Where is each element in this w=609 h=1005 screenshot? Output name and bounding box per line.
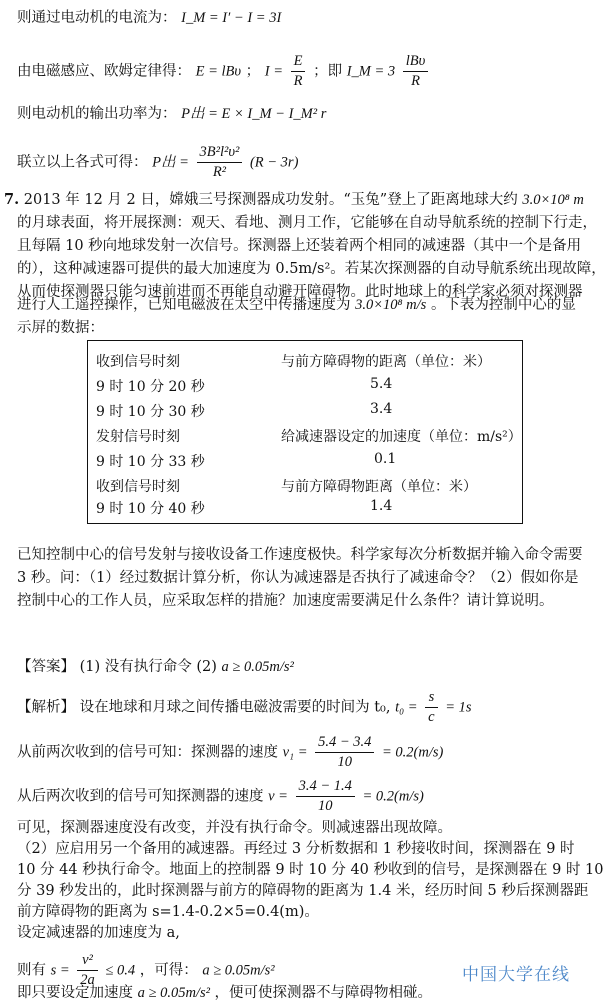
table-cell-right: 与前方障碍物的距离（单位：米）	[281, 354, 491, 370]
fraction	[197, 143, 243, 182]
table-cell-right: 与前方障碍物距离（单位：米）	[281, 479, 477, 495]
table-cell-right: 3.4	[370, 401, 393, 417]
conclusion-line-1: 可见，探测器速度没有改变，并没有执行命令。则减速器出现故障。	[17, 820, 452, 836]
equation: = 0.2(m/s)	[382, 744, 444, 761]
after-line-1: 已知控制中心的信号发射与接收设备工作速度极快。科学家每次分析数据并输入命令需要	[17, 547, 583, 563]
equation: v₁ =	[282, 744, 308, 761]
label-text: ，便可使探测器不与障碍物相碰。	[214, 985, 433, 1001]
equation: t₀ =	[395, 699, 418, 716]
line-combined-result	[17, 143, 298, 182]
fraction	[315, 733, 374, 772]
equation: v =	[268, 788, 288, 805]
question-line-2: 的月球表面，将开展探测：观天、看地、测月工作，它能够在自动导航系统的控制下行走，	[17, 215, 597, 231]
line-motor-current	[17, 8, 281, 28]
after-line-2: 3 秒。问：（1）经过数据计算分析，你认为减速器是否执行了减速命令？（2）假如你是	[17, 570, 579, 586]
velocity-1-line	[17, 733, 443, 772]
conclusion-line-3: 10 分 44 秒执行命令。地面上的控制器 9 时 10 分 40 秒收到的信号，是探测器在 9 时 10	[17, 862, 604, 878]
numerator: v²	[77, 951, 98, 971]
line-em-induction	[17, 52, 431, 91]
table-cell-left: 9 时 10 分 40 秒	[96, 501, 205, 517]
denominator: 2a	[80, 972, 95, 988]
answer-text: (1) 没有执行命令 (2)	[79, 659, 217, 675]
value: 3.0×10⁸ m/s	[355, 297, 427, 313]
label-text: 由电磁感应、欧姆定律得：	[17, 63, 191, 80]
equation: P出 = E × I_M − I_M² r	[181, 106, 327, 122]
equation: s =	[50, 962, 70, 979]
table-cell-right: 5.4	[370, 376, 393, 392]
conclusion-line-6: 设定减速器的加速度为 a,	[17, 925, 180, 941]
label-text: 则有	[17, 962, 46, 979]
fraction	[296, 777, 355, 816]
label-text: ，可得：	[139, 962, 198, 979]
denominator: 10	[337, 754, 352, 770]
watermark: 中国大学在线	[462, 965, 570, 985]
table-cell-right: 1.4	[370, 498, 393, 514]
equation: a ≥ 0.05m/s²	[221, 659, 294, 675]
fraction	[291, 52, 306, 91]
question-line-3: 且每隔 10 秒向地球发射一次信号。探测器上还装着两个相同的减速器（其中一个是备用	[17, 238, 582, 254]
denominator: c	[428, 709, 435, 725]
equation: I =	[264, 63, 284, 80]
table-cell-left: 收到信号时刻	[96, 354, 180, 370]
denominator: R	[293, 73, 303, 89]
table-cell-left: 9 时 10 分 20 秒	[96, 379, 205, 395]
table-cell-left: 发射信号时刻	[96, 429, 180, 445]
equation: ≤ 0.4	[105, 962, 136, 979]
velocity-2-line	[17, 777, 424, 816]
after-line-3: 控制中心的工作人员，应采取怎样的措施？加速度需要满足什么条件？请计算说明。	[17, 593, 554, 609]
conclusion-line-5: 前方障碍物的距离为 s=1.4-0.2×5=0.4(m)。	[17, 904, 319, 920]
label-text: 即只要设定加速度	[17, 985, 133, 1001]
equation: a ≥ 0.05m/s²	[202, 962, 275, 979]
final-line	[17, 983, 432, 1003]
label-text: 联立以上各式可得：	[17, 154, 148, 171]
denominator: R	[411, 73, 420, 89]
equation: = 0.2(m/s)	[362, 788, 424, 805]
table-cell-left: 9 时 10 分 33 秒	[96, 454, 205, 470]
numerator: 3.4 − 1.4	[296, 777, 355, 797]
question-line-4: 的），这种减速器可提供的最大加速度为 0.5m/s²。若某次探测器的自动导航系统出现故障，	[17, 261, 606, 277]
equation: E = lBυ	[195, 63, 242, 80]
table-cell-left: 收到信号时刻	[96, 479, 180, 495]
fraction	[425, 688, 437, 727]
equation: P出 =	[152, 154, 189, 171]
question-text: 。下表为控制中心的显	[430, 297, 576, 313]
analysis-line	[17, 688, 472, 727]
question-text: 进行人工遥控操作，已知电磁波在太空中传播速度为	[17, 297, 351, 313]
answer-tag: 【答案】	[17, 659, 75, 675]
question-line-7: 示屏的数据：	[17, 320, 104, 336]
table-cell-left: 9 时 10 分 30 秒	[96, 404, 205, 420]
fraction	[403, 52, 429, 91]
separator: ；	[245, 63, 261, 80]
answer-line	[17, 657, 294, 677]
separator: ；即	[313, 63, 343, 80]
label-text: 从前两次收到的信号可知：探测器的速度	[17, 744, 278, 761]
analysis-text: 设在地球和月球之间传播电磁波需要的时间为 t₀,	[79, 699, 391, 716]
table-cell-right: 0.1	[374, 451, 397, 467]
question-number: 7.	[4, 191, 20, 208]
numerator: E	[291, 52, 306, 72]
question-line-1	[4, 190, 584, 210]
question-line-6	[17, 295, 576, 315]
equation: I_M = 3	[346, 63, 396, 80]
value: 3.0×10⁸ m	[522, 192, 584, 208]
numerator: lBυ	[403, 52, 429, 72]
line-motor-power	[17, 104, 326, 124]
analysis-tag: 【解析】	[17, 699, 75, 716]
question-line-5: 从而使探测器只能匀速前进而不再能自动避开障碍物。此时地球上的科学家必须对探测器	[17, 284, 583, 300]
label-text: 从后两次收到的信号可知探测器的速度	[17, 788, 264, 805]
denominator: R²	[212, 164, 227, 180]
control-center-table	[87, 340, 523, 524]
equation: (R − 3r)	[249, 154, 299, 171]
equation: I_M = I′ − I = 3I	[181, 10, 282, 26]
numerator: s	[425, 688, 437, 708]
numerator: 3B²l²υ²	[197, 143, 243, 163]
table-cell-right: 给减速器设定的加速度（单位：m/s²）	[281, 429, 522, 445]
conclusion-line-4: 分 39 秒发出的，此时探测器与前方的障碍物的距离为 1.4 米，经历时间 5 秒后探测器距	[17, 883, 589, 899]
equation: = 1s	[445, 699, 472, 716]
question-text: 2013 年 12 月 2 日，嫦娥三号探测器成功发射。“玉兔”登上了距离地球大约	[23, 192, 518, 208]
equation: a ≥ 0.05m/s²	[137, 985, 210, 1001]
denominator: 10	[317, 798, 333, 814]
label-text: 则电动机的输出功率为：	[17, 106, 177, 122]
label-text: 则通过电动机的电流为：	[17, 10, 177, 26]
numerator: 5.4 − 3.4	[315, 733, 374, 753]
conclusion-line-2: （2）应启用另一个备用的减速器。再经过 3 分析数据和 1 秒接收时间，探测器在 9 时	[17, 841, 575, 857]
